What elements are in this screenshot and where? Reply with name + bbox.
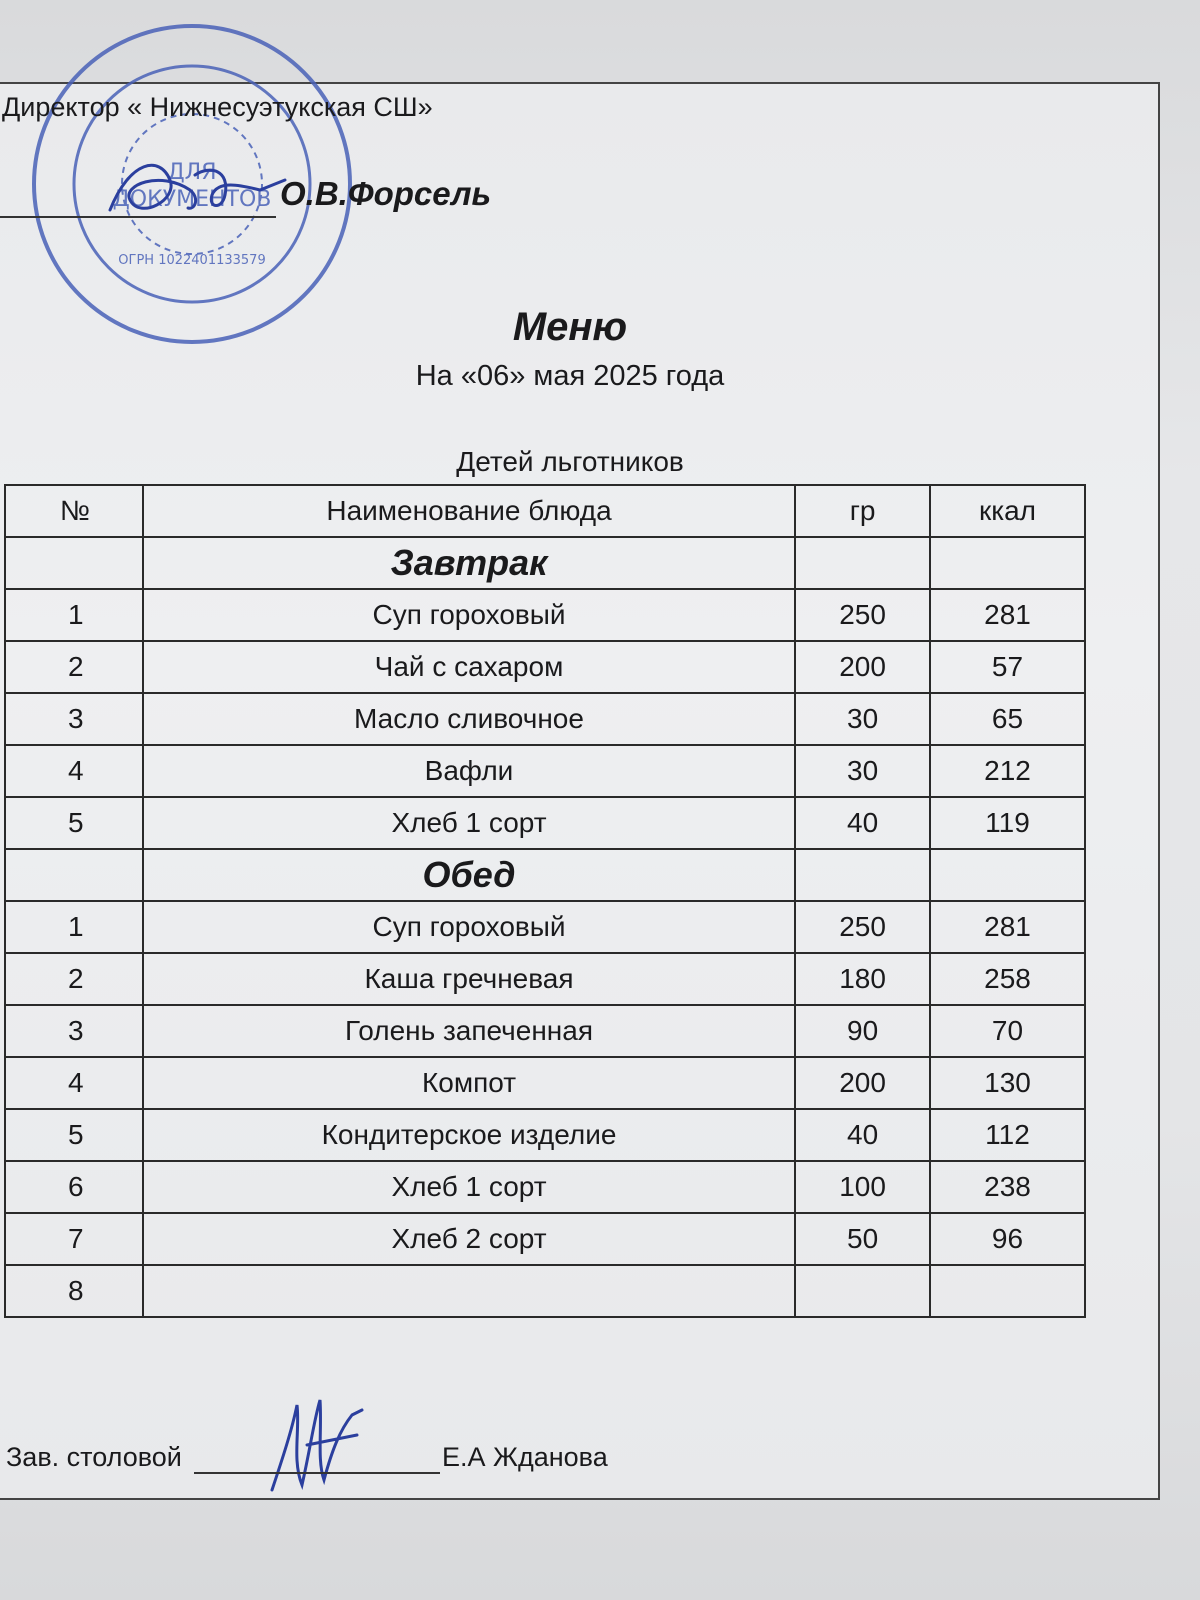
dish-kcal: 96 — [930, 1213, 1085, 1265]
dish-kcal: 119 — [930, 797, 1085, 849]
director-name: О.В.Форсель — [280, 175, 492, 212]
dish-kcal: 70 — [930, 1005, 1085, 1057]
row-number: 3 — [5, 693, 143, 745]
section-cell-empty — [5, 537, 143, 589]
dish-name: Голень запеченная — [143, 1005, 795, 1057]
row-number: 4 — [5, 1057, 143, 1109]
canteen-manager-name: Е.А Жданова — [442, 1442, 608, 1472]
dish-grams: 50 — [795, 1213, 930, 1265]
dish-kcal: 281 — [930, 589, 1085, 641]
table-row — [5, 745, 1085, 797]
dish-kcal: 112 — [930, 1109, 1085, 1161]
dish-grams: 30 — [795, 745, 930, 797]
dish-grams: 250 — [795, 589, 930, 641]
section-cell-empty — [930, 849, 1085, 901]
section-row-breakfast — [5, 537, 1085, 589]
section-cell-empty — [5, 849, 143, 901]
canteen-manager-signature-line — [194, 1472, 440, 1474]
director-signature-line — [0, 216, 276, 218]
section-cell-empty — [930, 537, 1085, 589]
canteen-manager-role: Зав. столовой — [6, 1442, 182, 1472]
table-row — [5, 1161, 1085, 1213]
dish-name: Каша гречневая — [143, 953, 795, 1005]
svg-text:ДОКУМЕНТОВ: ДОКУМЕНТОВ — [112, 187, 272, 212]
section-title: Завтрак — [143, 537, 795, 589]
column-header-grams: гр — [795, 485, 930, 537]
column-header-dish: Наименование блюда — [143, 485, 795, 537]
dish-grams: 180 — [795, 953, 930, 1005]
row-number: 3 — [5, 1005, 143, 1057]
row-number: 8 — [5, 1265, 143, 1317]
row-number: 5 — [5, 1109, 143, 1161]
dish-grams: 40 — [795, 797, 930, 849]
dish-name: Вафли — [143, 745, 795, 797]
dish-name: Кондитерское изделие — [143, 1109, 795, 1161]
table-row — [5, 1265, 1085, 1317]
table-row — [5, 1057, 1085, 1109]
table-row — [5, 589, 1085, 641]
row-number: 1 — [5, 901, 143, 953]
section-title: Обед — [143, 849, 795, 901]
section-row-lunch — [5, 849, 1085, 901]
menu-table — [4, 484, 1086, 1318]
table-row — [5, 1213, 1085, 1265]
page-title: Меню — [512, 305, 628, 349]
dish-kcal: 212 — [930, 745, 1085, 797]
section-cell-empty — [795, 849, 930, 901]
dish-kcal: 281 — [930, 901, 1085, 953]
dish-kcal — [930, 1265, 1085, 1317]
dish-grams — [795, 1265, 930, 1317]
dish-name: Масло сливочное — [143, 693, 795, 745]
table-row — [5, 1109, 1085, 1161]
dish-grams: 200 — [795, 641, 930, 693]
dish-name: Хлеб 1 сорт — [143, 1161, 795, 1213]
dish-grams: 250 — [795, 901, 930, 953]
row-number: 7 — [5, 1213, 143, 1265]
canteen-manager-signature — [262, 1390, 372, 1500]
table-header-row — [5, 485, 1085, 537]
director-approval-line: Директор « Нижнесуэтукская СШ» — [2, 92, 433, 122]
dish-kcal: 258 — [930, 953, 1085, 1005]
column-header-kcal: ккал — [930, 485, 1085, 537]
dish-name: Хлеб 1 сорт — [143, 797, 795, 849]
dish-name: Суп гороховый — [143, 901, 795, 953]
table-row — [5, 1005, 1085, 1057]
dish-name: Хлеб 2 сорт — [143, 1213, 795, 1265]
row-number: 4 — [5, 745, 143, 797]
dish-kcal: 238 — [930, 1161, 1085, 1213]
menu-caption: Детей льготников — [456, 446, 684, 477]
dish-name — [143, 1265, 795, 1317]
svg-text:ДЛЯ: ДЛЯ — [167, 160, 217, 185]
row-number: 5 — [5, 797, 143, 849]
menu-date: На «06» мая 2025 года — [415, 360, 725, 392]
dish-name: Компот — [143, 1057, 795, 1109]
dish-grams: 200 — [795, 1057, 930, 1109]
director-signature — [100, 150, 290, 230]
dish-kcal: 57 — [930, 641, 1085, 693]
table-row — [5, 953, 1085, 1005]
dish-kcal: 65 — [930, 693, 1085, 745]
row-number: 2 — [5, 641, 143, 693]
dish-grams: 30 — [795, 693, 930, 745]
svg-text:ОГРН 1022401133579: ОГРН 1022401133579 — [118, 253, 266, 268]
column-header-number: № — [5, 485, 143, 537]
table-row — [5, 797, 1085, 849]
table-row — [5, 693, 1085, 745]
table-row — [5, 901, 1085, 953]
dish-grams: 40 — [795, 1109, 930, 1161]
table-row — [5, 641, 1085, 693]
row-number: 2 — [5, 953, 143, 1005]
dish-name: Чай с сахаром — [143, 641, 795, 693]
dish-kcal: 130 — [930, 1057, 1085, 1109]
dish-grams: 100 — [795, 1161, 930, 1213]
row-number: 6 — [5, 1161, 143, 1213]
row-number: 1 — [5, 589, 143, 641]
dish-name: Суп гороховый — [143, 589, 795, 641]
section-cell-empty — [795, 537, 930, 589]
dish-grams: 90 — [795, 1005, 930, 1057]
